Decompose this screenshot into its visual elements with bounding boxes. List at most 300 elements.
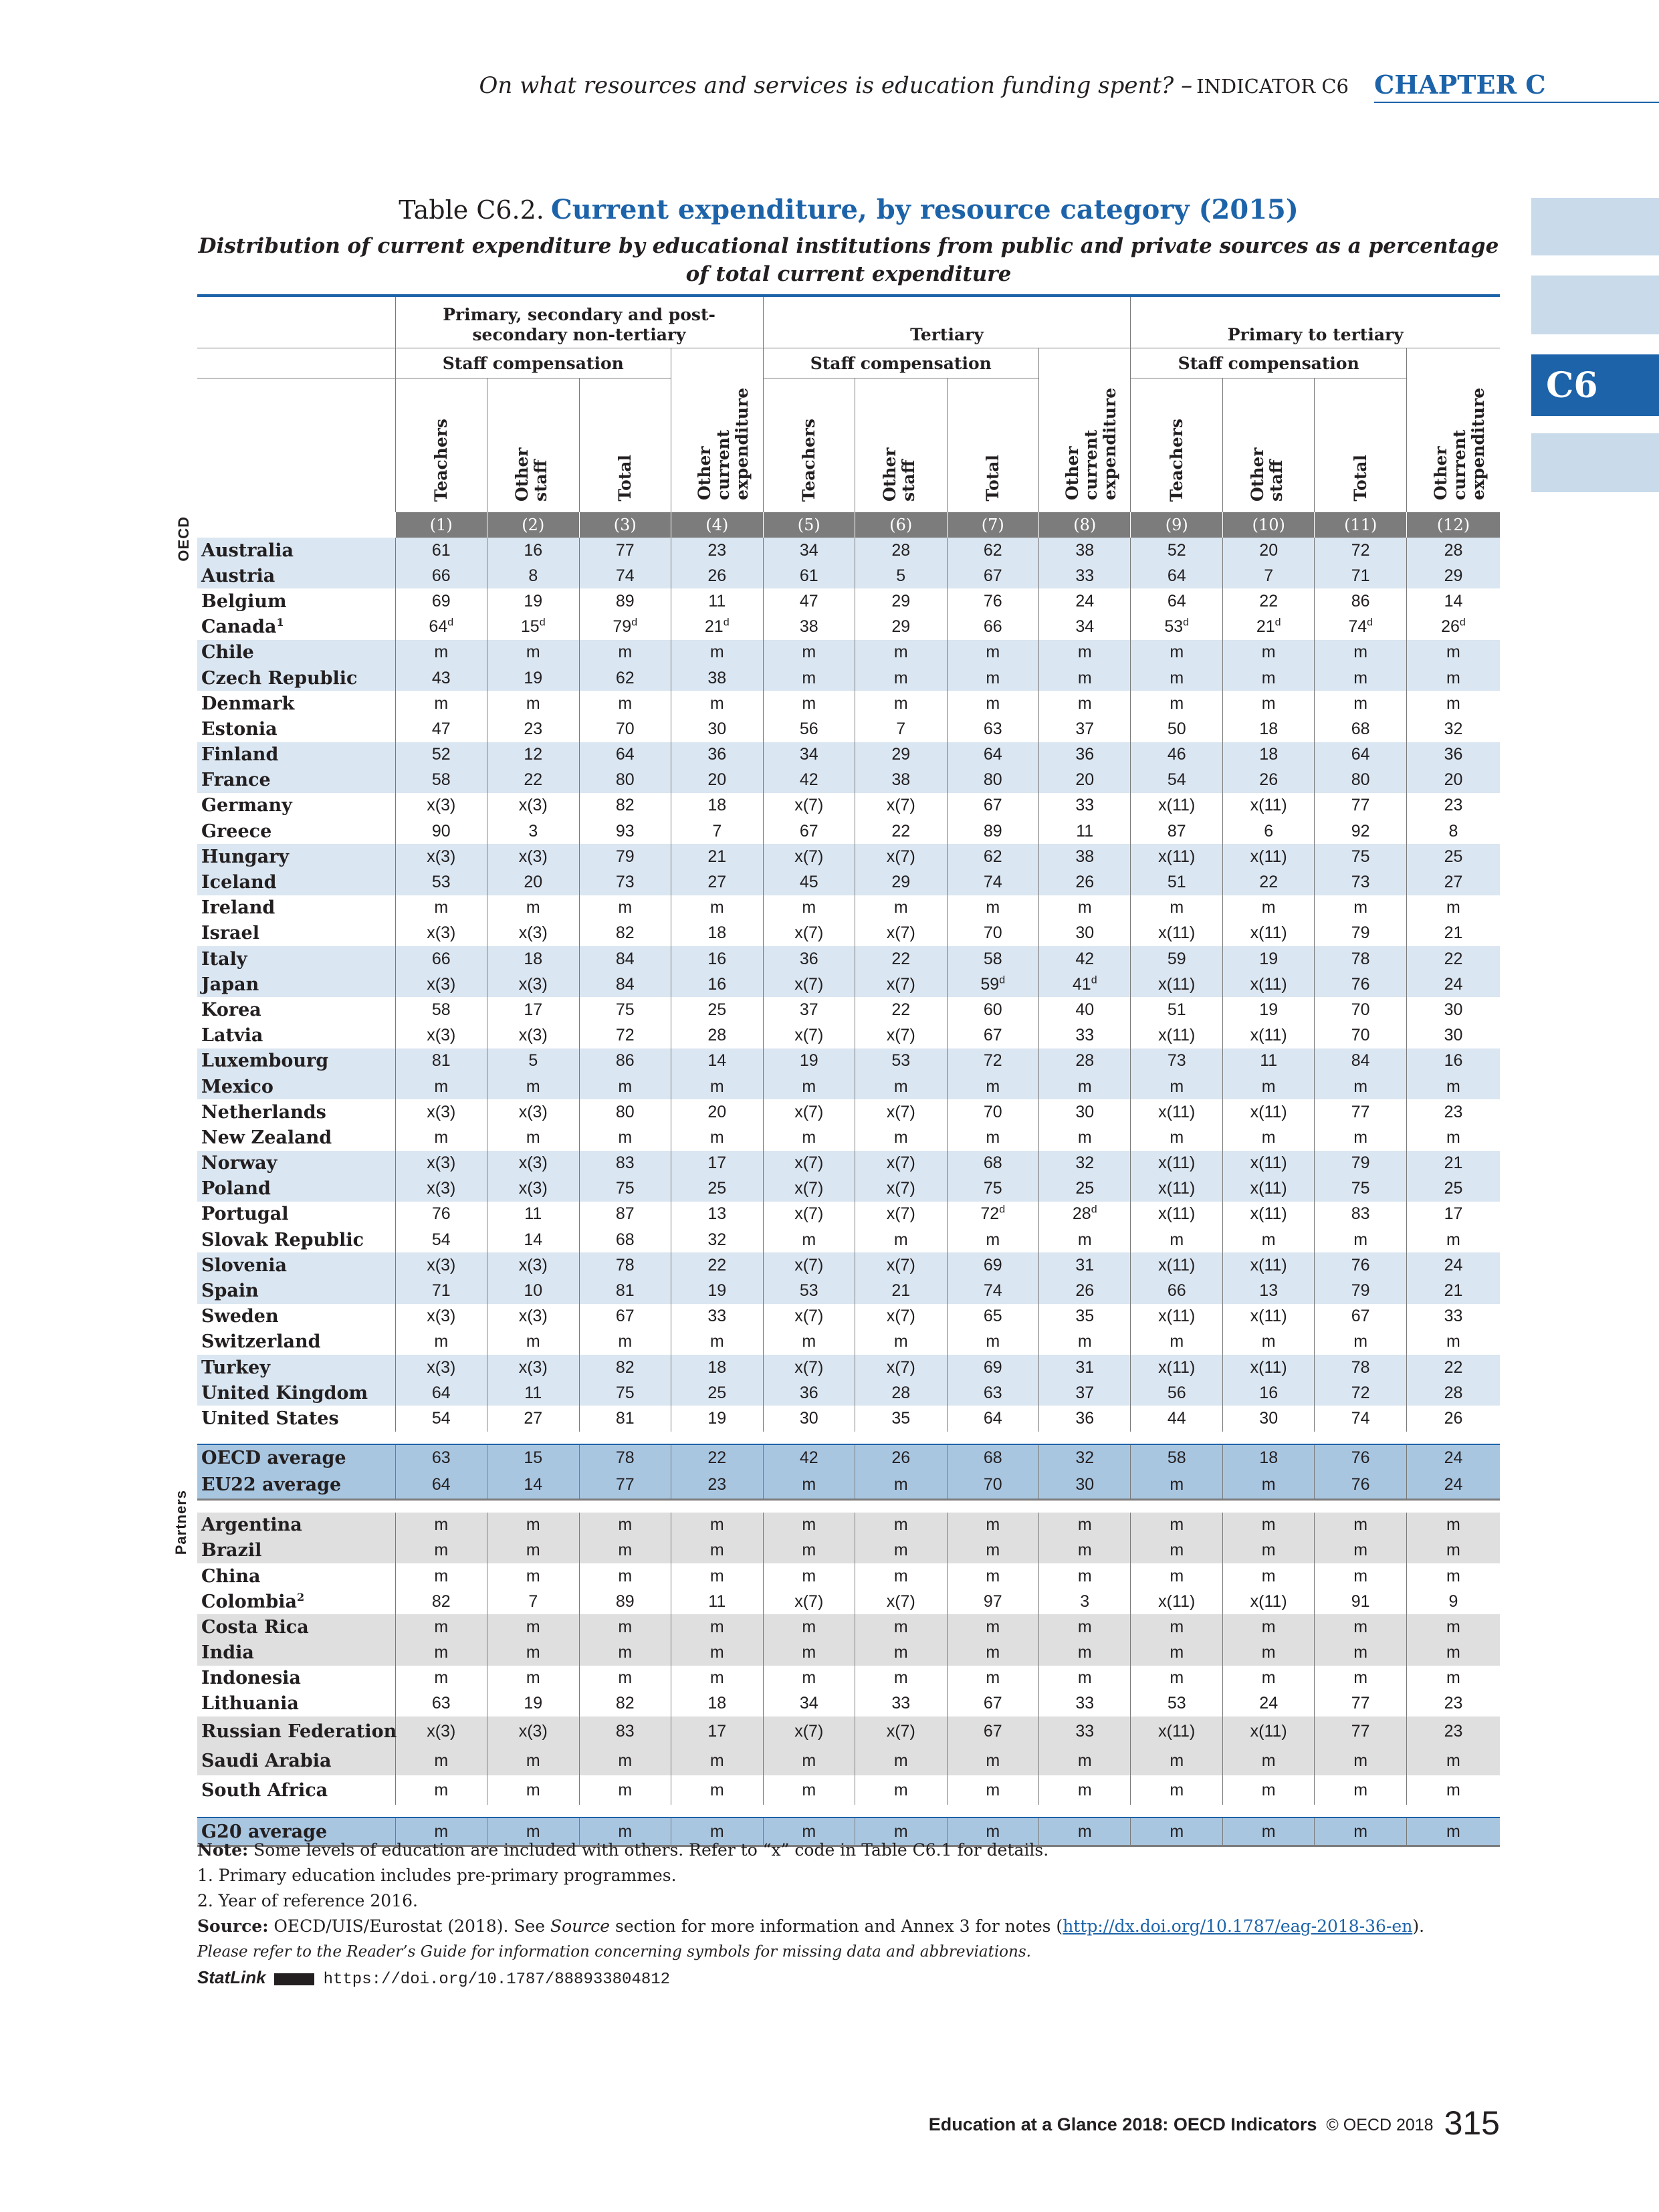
table-cell: 12 [487,742,579,768]
table-cell: m [1222,1227,1314,1252]
country-name: Greece [197,818,395,844]
running-header [0,72,1659,104]
table-cell: 37 [1038,1380,1131,1406]
table-cell: 79 [1315,921,1406,946]
table-cell: m [1222,1125,1314,1150]
table-cell: 36 [763,946,855,972]
table-cell: m [1222,640,1314,665]
data-table [197,297,1500,1847]
table-cell: 64 [947,742,1038,768]
table-cell: m [763,1614,855,1640]
table-cell: m [671,1074,764,1099]
table-cell: m [855,1817,947,1846]
table-cell: x(7) [763,1099,855,1125]
table-cell: 75 [579,1176,671,1202]
table-cell: x(11) [1222,1176,1314,1202]
country-name: United Kingdom [197,1380,395,1406]
table-cell: 14 [1406,588,1500,614]
table-cell: 22 [1406,1355,1500,1380]
col-total-header: Total [1315,378,1406,513]
table-cell: 76 [947,588,1038,614]
table-cell: x(7) [763,1252,855,1278]
table-cell: m [1315,1125,1406,1150]
table-row [197,946,1500,972]
table-cell: 30 [1406,997,1500,1022]
table-cell: x(3) [395,1023,487,1048]
table-cell: 32 [1406,716,1500,742]
table-cell: 61 [763,563,855,588]
table-row [197,844,1500,869]
note-1: 1. Primary education includes pre-primary programmes. [197,1866,677,1885]
table-cell: 14 [487,1472,579,1500]
table-cell: m [1038,1227,1131,1252]
table-cell: x(3) [395,1176,487,1202]
table-cell: 27 [671,869,764,895]
table-row [197,972,1500,997]
row-spacer [197,1432,1500,1444]
table-cell: m [855,1640,947,1666]
table-cell: m [487,691,579,716]
table-cell: m [1222,1329,1314,1355]
country-name: China [197,1563,395,1589]
table-cell: m [1131,1666,1222,1691]
country-name: Korea [197,997,395,1022]
table-cell: 68 [579,1227,671,1252]
table-cell: 83 [579,1151,671,1176]
table-cell: 71 [395,1278,487,1303]
table-cell: 20 [671,768,764,793]
table-cell: m [947,1538,1038,1563]
group-header-primary: Primary, secondary and post-secondary non-tertiary [395,297,763,348]
col-number: (11) [1315,512,1406,538]
table-cell: m [947,640,1038,665]
table-cell: m [1406,1746,1500,1775]
table-cell: x(7) [855,1202,947,1227]
table-cell: 6 [1222,818,1314,844]
table-cell: 23 [1406,1717,1500,1746]
table-cell: 23 [1406,1691,1500,1717]
table-row [197,563,1500,588]
table-cell: 22 [671,1252,764,1278]
table-cell: m [763,1513,855,1538]
table-cell: 79 [1315,1151,1406,1176]
table-cell: 69 [947,1355,1038,1380]
table-row [197,538,1500,563]
subtitle-line-1: Distribution of current expenditure by educational institutions from public and private sources as a percentage [198,234,1499,258]
table-cell: 16 [671,946,764,972]
table-cell: 53 [763,1278,855,1303]
table-cell: 80 [947,768,1038,793]
table-row [197,1691,1500,1717]
table-cell: m [671,1817,764,1846]
table-cell: 19 [487,1691,579,1717]
table-cell: m [395,1125,487,1150]
table-cell: 5 [487,1048,579,1074]
table-cell: m [1315,640,1406,665]
table-cell: 26 [1038,1278,1131,1303]
table-cell: x(7) [763,1304,855,1329]
table-cell: 46 [1131,742,1222,768]
table-cell: 58 [1131,1444,1222,1472]
table-cell: m [1315,895,1406,921]
table-cell: x(3) [395,1717,487,1746]
table-cell: 63 [395,1691,487,1717]
table-cell: m [1315,691,1406,716]
table-cell: m [763,691,855,716]
table-cell: m [395,1640,487,1666]
table-cell: 63 [947,1380,1038,1406]
table-cell: m [487,1513,579,1538]
table-cell: 82 [579,1691,671,1717]
table-cell: x(3) [487,1252,579,1278]
table-cell: m [487,1563,579,1589]
table-cell: 86 [579,1048,671,1074]
note-2: 2. Year of reference 2016. [197,1891,418,1910]
table-cell: 18 [671,793,764,818]
table-cell: m [855,1666,947,1691]
table-cell: x(3) [487,1151,579,1176]
table-cell: m [1131,1746,1222,1775]
table-cell: m [1406,1775,1500,1805]
table-cell: m [395,1329,487,1355]
table-cell: x(11) [1131,793,1222,818]
table-cell: 54 [1131,768,1222,793]
table-cell: 22 [855,818,947,844]
table-cell: m [1406,1817,1500,1846]
table-cell: x(3) [395,972,487,997]
table-title-main: Current expenditure, by resource category (2015) [550,194,1299,225]
table-cell: 23 [487,716,579,742]
table-cell: 67 [947,1691,1038,1717]
table-cell: 36 [1038,742,1131,768]
table-cell: m [1315,1614,1406,1640]
table-cell: x(7) [855,1355,947,1380]
table-cell: m [1222,1472,1314,1500]
table-cell: m [1406,1538,1500,1563]
side-tab-blank-2 [1531,275,1659,334]
country-name: Slovak Republic [197,1227,395,1252]
table-cell: x(11) [1222,793,1314,818]
table-cell: m [1315,1329,1406,1355]
country-name: EU22 average [197,1472,395,1500]
table-cell: m [855,1538,947,1563]
table-cell: 34 [763,742,855,768]
table-cell: 26 [1222,768,1314,793]
table-cell: m [1406,895,1500,921]
table-cell: m [855,1125,947,1150]
table-cell: 70 [1315,997,1406,1022]
col-other-staff-header: Other staff [855,378,947,513]
col-teachers-header: Teachers [763,378,855,513]
page-footer [929,2104,1500,2142]
table-cell: 40 [1038,997,1131,1022]
table-cell: 25 [1406,844,1500,869]
country-name: Russian Federation [197,1717,395,1746]
table-cell: 30 [671,716,764,742]
country-name: Ireland [197,895,395,921]
table-cell: m [763,1125,855,1150]
table-cell: 80 [1315,768,1406,793]
table-cell: 68 [947,1444,1038,1472]
table-cell: 26$^d$ [1406,615,1500,640]
table-cell: 25 [1406,1176,1500,1202]
table-cell: 73 [1315,869,1406,895]
table-cell: x(3) [395,1151,487,1176]
table-row [197,691,1500,716]
row-spacer [197,1805,1500,1817]
table-cell: 64 [947,1406,1038,1431]
table-cell: 11 [671,588,764,614]
table-cell: x(3) [395,1355,487,1380]
table-cell: x(11) [1131,1717,1222,1746]
table-cell: 19 [487,665,579,691]
table-cell: 47 [763,588,855,614]
table-cell: 82 [579,793,671,818]
statlink-url[interactable]: https://doi.org/10.1787/888933804812 [323,1971,671,1989]
table-cell: 18 [487,946,579,972]
table-cell: 74$^d$ [1315,615,1406,640]
table-cell: 29 [855,742,947,768]
table-cell: m [395,1538,487,1563]
table-cell: m [947,665,1038,691]
table-cell: m [1222,1563,1314,1589]
table-cell: 22 [487,768,579,793]
table-cell: 44 [1131,1406,1222,1431]
table-row [197,1614,1500,1640]
table-cell: 36 [763,1380,855,1406]
partners-side-label: Partners [173,1490,189,1555]
table-cell: m [855,1775,947,1805]
table-cell: 18 [1222,716,1314,742]
table-cell: 79 [579,844,671,869]
table-cell: 75 [1315,1176,1406,1202]
table-cell: x(3) [395,793,487,818]
table-cell: m [1131,1472,1222,1500]
table-cell: 31 [1038,1252,1131,1278]
chapter-label: CHAPTER C [1374,70,1546,100]
table-cell: 64 [579,742,671,768]
table-cell: m [1038,1329,1131,1355]
table-cell: m [947,1666,1038,1691]
col-total-header: Total [947,378,1038,513]
table-cell: 78 [579,1252,671,1278]
table-cell: 81 [395,1048,487,1074]
country-name: Japan [197,972,395,997]
col-number: (7) [947,512,1038,538]
table-row [197,1278,1500,1303]
table-cell: 23 [1406,793,1500,818]
table-cell: 20 [671,1099,764,1125]
table-cell: 54 [395,1227,487,1252]
table-cell: 83 [579,1717,671,1746]
table-cell: 70 [947,921,1038,946]
table-cell: m [579,640,671,665]
table-cell: x(3) [395,1252,487,1278]
table-cell: 56 [763,716,855,742]
table-cell: 38 [763,615,855,640]
table-cell: 11 [1038,818,1131,844]
table-cell: 68 [1315,716,1406,742]
table-cell: m [671,691,764,716]
table-cell: 63 [395,1444,487,1472]
table-cell: m [579,1513,671,1538]
table-cell: m [855,640,947,665]
table-cell: m [1222,1513,1314,1538]
table-cell: x(3) [487,1304,579,1329]
table-cell: m [1131,1125,1222,1150]
group-header-tertiary: Tertiary [763,297,1131,348]
country-name: Czech Republic [197,665,395,691]
table-cell: m [1406,1563,1500,1589]
table-cell: 16 [671,972,764,997]
country-name: South Africa [197,1775,395,1805]
table-cell: 61 [395,538,487,563]
table-cell: x(3) [395,1304,487,1329]
table-cell: m [487,895,579,921]
country-name: OECD average [197,1444,395,1472]
country-name: France [197,768,395,793]
table-body [197,538,1500,1846]
other-current-header: Other current expenditure [1406,348,1500,513]
table-row [197,1074,1500,1099]
table-cell: x(7) [855,972,947,997]
table-cell: 62 [947,538,1038,563]
table-cell: m [763,1666,855,1691]
table-cell: x(11) [1222,1151,1314,1176]
table-cell: 67 [579,1304,671,1329]
table-row [197,1380,1500,1406]
table-cell: 53 [395,869,487,895]
table-cell: x(7) [763,793,855,818]
country-name: Brazil [197,1538,395,1563]
table-cell: m [579,1614,671,1640]
table-cell: 76 [1315,972,1406,997]
table-cell: 10 [487,1278,579,1303]
table-row [197,768,1500,793]
country-name: Spain [197,1278,395,1303]
table-cell: m [671,1513,764,1538]
table-cell: x(11) [1222,1099,1314,1125]
col-number: (4) [671,512,764,538]
country-name: Finland [197,742,395,768]
table-cell: m [395,1614,487,1640]
table-cell: x(11) [1222,1355,1314,1380]
table-cell: 17 [671,1717,764,1746]
table-cell: m [579,1074,671,1099]
table-cell: 74 [579,563,671,588]
table-cell: 33 [855,1691,947,1717]
table-cell: 16 [1222,1380,1314,1406]
col-number: (8) [1038,512,1131,538]
table-row [197,1589,1500,1614]
table-cell: 66 [395,946,487,972]
table-cell: x(7) [763,844,855,869]
country-name: Poland [197,1176,395,1202]
table-row [197,716,1500,742]
table-cell: 66 [395,563,487,588]
table-cell: m [487,640,579,665]
table-cell: 67 [947,1717,1038,1746]
table-cell: x(11) [1131,1099,1222,1125]
table-cell: m [947,1227,1038,1252]
table-cell: m [763,1746,855,1775]
table-cell: 33 [1038,1023,1131,1048]
header-rule [1374,102,1659,103]
table-cell: 81 [579,1278,671,1303]
table-cell: 34 [763,1691,855,1717]
table-cell: m [763,1775,855,1805]
table-cell: 22 [855,997,947,1022]
note-readers-guide: Please refer to the Reader’s Guide for information concerning symbols for missing data and abbreviations. [197,1943,1031,1961]
table-cell: m [1131,1538,1222,1563]
table-cell: m [487,1614,579,1640]
table-cell: m [1315,1563,1406,1589]
table-cell: m [1038,1640,1131,1666]
table-cell: 24 [1222,1691,1314,1717]
table-cell: m [579,1538,671,1563]
table-cell: x(11) [1131,1252,1222,1278]
table-cell: 21 [1406,921,1500,946]
table-row [197,1252,1500,1278]
country-name: Belgium [197,588,395,614]
table-cell: 37 [1038,716,1131,742]
table-cell: 21 [671,844,764,869]
col-number: (10) [1222,512,1314,538]
table-cell: m [487,1746,579,1775]
table-cell: 20 [1222,538,1314,563]
table-number: Table C6.2. [399,195,544,225]
country-name: Austria [197,563,395,588]
table-cell: 30 [1038,1472,1131,1500]
table-cell: 11 [1222,1048,1314,1074]
table-cell: m [763,1074,855,1099]
table-cell: 75 [579,1380,671,1406]
table-cell: 11 [487,1202,579,1227]
table-cell: 74 [947,1278,1038,1303]
table-cell: 19 [1222,946,1314,972]
table-cell: m [763,1817,855,1846]
table-cell: 26 [1038,869,1131,895]
table-cell: m [1038,665,1131,691]
table-cell: x(3) [487,921,579,946]
table-cell: m [1222,1666,1314,1691]
source-link[interactable]: http://dx.doi.org/10.1787/eag-2018-36-en [1063,1916,1413,1936]
table-cell: 76 [395,1202,487,1227]
table-cell: m [947,1513,1038,1538]
table-cell: 30 [1406,1023,1500,1048]
table-cell: 7 [855,716,947,742]
country-name: Indonesia [197,1666,395,1691]
table-cell: 26 [855,1444,947,1472]
table-cell: 35 [855,1406,947,1431]
table-cell: x(3) [487,1099,579,1125]
table-cell: 9 [1406,1589,1500,1614]
table-cell: 32 [671,1227,764,1252]
table-cell: 45 [763,869,855,895]
table-cell: m [1315,1538,1406,1563]
table-cell: 22 [855,946,947,972]
table-cell: 8 [487,563,579,588]
table-cell: 22 [1222,588,1314,614]
table-title [197,194,1500,225]
table-cell: m [1131,1563,1222,1589]
table-cell: 67 [947,563,1038,588]
table-cell: 25 [671,1176,764,1202]
table-cell: 20 [1038,768,1131,793]
table-cell: 78 [1315,946,1406,972]
table-cell: 53 [1131,1691,1222,1717]
table-cell: m [1406,1614,1500,1640]
